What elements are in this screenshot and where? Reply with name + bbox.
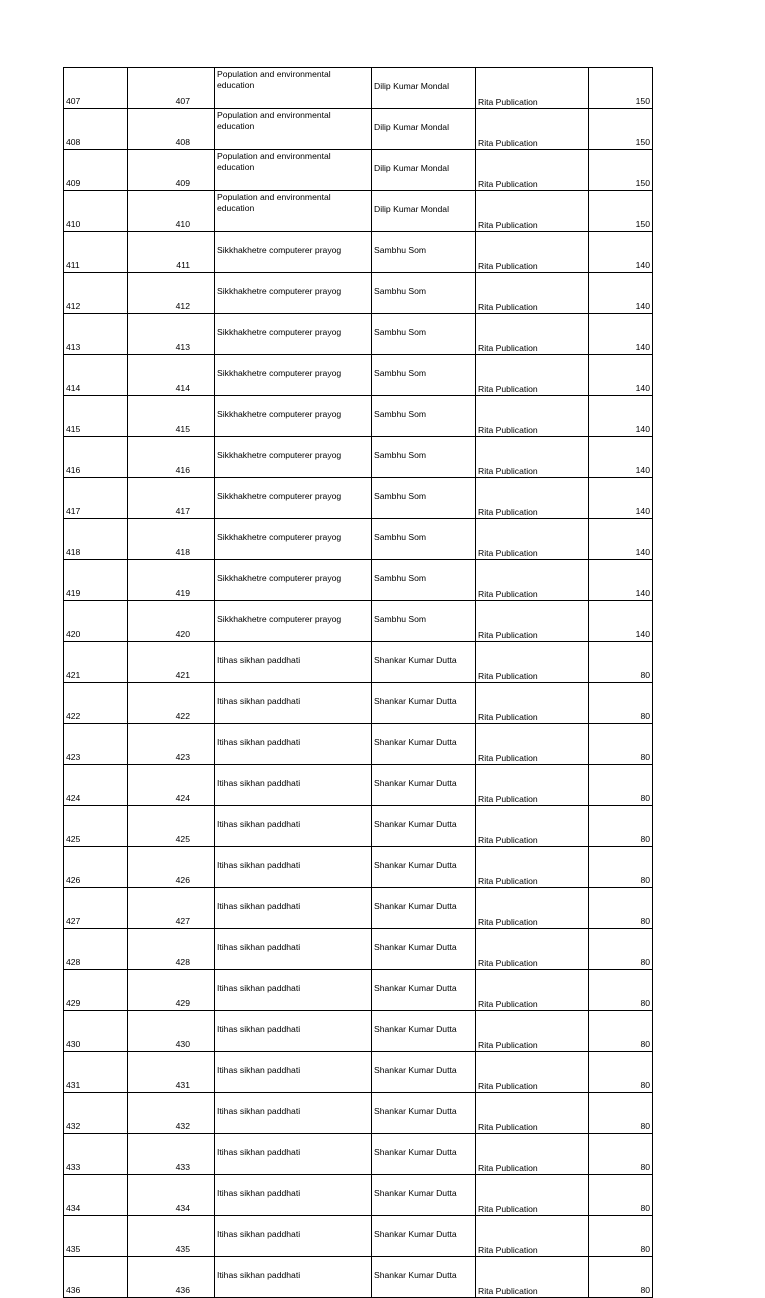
author-cell: Sambhu Som bbox=[372, 519, 476, 560]
price-cell: 150 bbox=[589, 150, 653, 191]
table-row bbox=[64, 1052, 653, 1093]
accession-number-cell: 435 bbox=[128, 1216, 215, 1257]
book-title-cell: Itihas sikhan paddhati bbox=[215, 1052, 372, 1093]
accession-number-cell: 412 bbox=[128, 273, 215, 314]
price-cell: 80 bbox=[589, 1257, 653, 1298]
table-row bbox=[64, 724, 653, 765]
table-row bbox=[64, 847, 653, 888]
author-cell: Dilip Kumar Mondal bbox=[372, 150, 476, 191]
publisher-cell: Rita Publication bbox=[476, 929, 589, 970]
table-row bbox=[64, 888, 653, 929]
publisher-cell: Rita Publication bbox=[476, 1093, 589, 1134]
table-row bbox=[64, 806, 653, 847]
book-title-cell: Itihas sikhan paddhati bbox=[215, 847, 372, 888]
table-row bbox=[64, 970, 653, 1011]
book-title-cell: Itihas sikhan paddhati bbox=[215, 929, 372, 970]
price-cell: 140 bbox=[589, 437, 653, 478]
serial-number-cell: 420 bbox=[64, 601, 128, 642]
author-cell: Shankar Kumar Dutta bbox=[372, 683, 476, 724]
serial-number-cell: 433 bbox=[64, 1134, 128, 1175]
accession-number-cell: 436 bbox=[128, 1257, 215, 1298]
serial-number-cell: 434 bbox=[64, 1175, 128, 1216]
price-cell: 80 bbox=[589, 929, 653, 970]
table-row bbox=[64, 1216, 653, 1257]
table-row bbox=[64, 1175, 653, 1216]
author-cell: Shankar Kumar Dutta bbox=[372, 929, 476, 970]
serial-number-cell: 416 bbox=[64, 437, 128, 478]
publisher-cell: Rita Publication bbox=[476, 765, 589, 806]
book-title-cell: Population and environmental education bbox=[215, 191, 372, 232]
serial-number-cell: 424 bbox=[64, 765, 128, 806]
book-title-cell: Sikkhakhetre computerer prayog bbox=[215, 560, 372, 601]
author-cell: Shankar Kumar Dutta bbox=[372, 1093, 476, 1134]
serial-number-cell: 410 bbox=[64, 191, 128, 232]
publisher-cell: Rita Publication bbox=[476, 68, 589, 109]
publisher-cell: Rita Publication bbox=[476, 601, 589, 642]
book-list-body bbox=[64, 68, 653, 1298]
price-cell: 80 bbox=[589, 683, 653, 724]
author-cell: Shankar Kumar Dutta bbox=[372, 1052, 476, 1093]
serial-number-cell: 421 bbox=[64, 642, 128, 683]
book-title-cell: Itihas sikhan paddhati bbox=[215, 806, 372, 847]
accession-number-cell: 431 bbox=[128, 1052, 215, 1093]
price-cell: 150 bbox=[589, 191, 653, 232]
accession-number-cell: 430 bbox=[128, 1011, 215, 1052]
author-cell: Shankar Kumar Dutta bbox=[372, 847, 476, 888]
author-cell: Shankar Kumar Dutta bbox=[372, 1257, 476, 1298]
author-cell: Sambhu Som bbox=[372, 273, 476, 314]
price-cell: 140 bbox=[589, 355, 653, 396]
author-cell: Sambhu Som bbox=[372, 478, 476, 519]
author-cell: Shankar Kumar Dutta bbox=[372, 806, 476, 847]
publisher-cell: Rita Publication bbox=[476, 1257, 589, 1298]
book-title-cell: Itihas sikhan paddhati bbox=[215, 1216, 372, 1257]
price-cell: 140 bbox=[589, 560, 653, 601]
serial-number-cell: 426 bbox=[64, 847, 128, 888]
accession-number-cell: 407 bbox=[128, 68, 215, 109]
price-cell: 80 bbox=[589, 1216, 653, 1257]
book-title-cell: Itihas sikhan paddhati bbox=[215, 642, 372, 683]
book-title-cell: Sikkhakhetre computerer prayog bbox=[215, 273, 372, 314]
publisher-cell: Rita Publication bbox=[476, 519, 589, 560]
table-row bbox=[64, 232, 653, 273]
book-title-cell: Itihas sikhan paddhati bbox=[215, 970, 372, 1011]
table-row bbox=[64, 396, 653, 437]
author-cell: Sambhu Som bbox=[372, 396, 476, 437]
accession-number-cell: 422 bbox=[128, 683, 215, 724]
serial-number-cell: 432 bbox=[64, 1093, 128, 1134]
price-cell: 80 bbox=[589, 1134, 653, 1175]
author-cell: Shankar Kumar Dutta bbox=[372, 970, 476, 1011]
author-cell: Shankar Kumar Dutta bbox=[372, 888, 476, 929]
price-cell: 140 bbox=[589, 314, 653, 355]
price-cell: 80 bbox=[589, 1093, 653, 1134]
author-cell: Shankar Kumar Dutta bbox=[372, 724, 476, 765]
publisher-cell: Rita Publication bbox=[476, 683, 589, 724]
author-cell: Shankar Kumar Dutta bbox=[372, 1134, 476, 1175]
publisher-cell: Rita Publication bbox=[476, 1052, 589, 1093]
book-title-cell: Itihas sikhan paddhati bbox=[215, 1257, 372, 1298]
accession-number-cell: 420 bbox=[128, 601, 215, 642]
table-row bbox=[64, 1011, 653, 1052]
accession-number-cell: 417 bbox=[128, 478, 215, 519]
serial-number-cell: 407 bbox=[64, 68, 128, 109]
book-title-cell: Population and environmental education bbox=[215, 109, 372, 150]
price-cell: 150 bbox=[589, 68, 653, 109]
table-row bbox=[64, 519, 653, 560]
accession-number-cell: 409 bbox=[128, 150, 215, 191]
book-title-cell: Itihas sikhan paddhati bbox=[215, 1175, 372, 1216]
book-title-cell: Itihas sikhan paddhati bbox=[215, 765, 372, 806]
table-row bbox=[64, 355, 653, 396]
publisher-cell: Rita Publication bbox=[476, 355, 589, 396]
book-title-cell: Sikkhakhetre computerer prayog bbox=[215, 396, 372, 437]
publisher-cell: Rita Publication bbox=[476, 1175, 589, 1216]
book-title-cell: Sikkhakhetre computerer prayog bbox=[215, 437, 372, 478]
serial-number-cell: 429 bbox=[64, 970, 128, 1011]
serial-number-cell: 435 bbox=[64, 1216, 128, 1257]
price-cell: 150 bbox=[589, 109, 653, 150]
accession-number-cell: 433 bbox=[128, 1134, 215, 1175]
accession-number-cell: 423 bbox=[128, 724, 215, 765]
book-title-cell: Sikkhakhetre computerer prayog bbox=[215, 478, 372, 519]
accession-number-cell: 411 bbox=[128, 232, 215, 273]
price-cell: 80 bbox=[589, 1052, 653, 1093]
table-row bbox=[64, 1134, 653, 1175]
publisher-cell: Rita Publication bbox=[476, 724, 589, 765]
accession-number-cell: 428 bbox=[128, 929, 215, 970]
price-cell: 80 bbox=[589, 1011, 653, 1052]
table-row bbox=[64, 68, 653, 109]
author-cell: Shankar Kumar Dutta bbox=[372, 1175, 476, 1216]
publisher-cell: Rita Publication bbox=[476, 109, 589, 150]
author-cell: Shankar Kumar Dutta bbox=[372, 1011, 476, 1052]
table-row bbox=[64, 765, 653, 806]
table-row bbox=[64, 109, 653, 150]
publisher-cell: Rita Publication bbox=[476, 806, 589, 847]
serial-number-cell: 409 bbox=[64, 150, 128, 191]
book-title-cell: Itihas sikhan paddhati bbox=[215, 724, 372, 765]
table-row bbox=[64, 273, 653, 314]
publisher-cell: Rita Publication bbox=[476, 273, 589, 314]
serial-number-cell: 412 bbox=[64, 273, 128, 314]
accession-number-cell: 432 bbox=[128, 1093, 215, 1134]
author-cell: Sambhu Som bbox=[372, 314, 476, 355]
publisher-cell: Rita Publication bbox=[476, 437, 589, 478]
serial-number-cell: 430 bbox=[64, 1011, 128, 1052]
serial-number-cell: 408 bbox=[64, 109, 128, 150]
accession-number-cell: 415 bbox=[128, 396, 215, 437]
price-cell: 80 bbox=[589, 724, 653, 765]
table-row bbox=[64, 683, 653, 724]
accession-number-cell: 434 bbox=[128, 1175, 215, 1216]
author-cell: Dilip Kumar Mondal bbox=[372, 191, 476, 232]
book-title-cell: Itihas sikhan paddhati bbox=[215, 683, 372, 724]
serial-number-cell: 436 bbox=[64, 1257, 128, 1298]
accession-number-cell: 424 bbox=[128, 765, 215, 806]
publisher-cell: Rita Publication bbox=[476, 150, 589, 191]
accession-number-cell: 425 bbox=[128, 806, 215, 847]
price-cell: 80 bbox=[589, 642, 653, 683]
table-row bbox=[64, 191, 653, 232]
serial-number-cell: 419 bbox=[64, 560, 128, 601]
author-cell: Shankar Kumar Dutta bbox=[372, 642, 476, 683]
book-title-cell: Itihas sikhan paddhati bbox=[215, 1093, 372, 1134]
serial-number-cell: 417 bbox=[64, 478, 128, 519]
serial-number-cell: 422 bbox=[64, 683, 128, 724]
publisher-cell: Rita Publication bbox=[476, 478, 589, 519]
serial-number-cell: 413 bbox=[64, 314, 128, 355]
serial-number-cell: 431 bbox=[64, 1052, 128, 1093]
table-row bbox=[64, 642, 653, 683]
table-row bbox=[64, 929, 653, 970]
accession-number-cell: 429 bbox=[128, 970, 215, 1011]
table-row bbox=[64, 560, 653, 601]
serial-number-cell: 414 bbox=[64, 355, 128, 396]
price-cell: 140 bbox=[589, 232, 653, 273]
accession-number-cell: 419 bbox=[128, 560, 215, 601]
accession-number-cell: 427 bbox=[128, 888, 215, 929]
book-list-table bbox=[63, 67, 653, 1298]
accession-number-cell: 421 bbox=[128, 642, 215, 683]
author-cell: Shankar Kumar Dutta bbox=[372, 1216, 476, 1257]
publisher-cell: Rita Publication bbox=[476, 1216, 589, 1257]
table-row bbox=[64, 601, 653, 642]
publisher-cell: Rita Publication bbox=[476, 970, 589, 1011]
serial-number-cell: 425 bbox=[64, 806, 128, 847]
publisher-cell: Rita Publication bbox=[476, 1011, 589, 1052]
book-title-cell: Sikkhakhetre computerer prayog bbox=[215, 601, 372, 642]
publisher-cell: Rita Publication bbox=[476, 314, 589, 355]
author-cell: Shankar Kumar Dutta bbox=[372, 765, 476, 806]
book-title-cell: Sikkhakhetre computerer prayog bbox=[215, 519, 372, 560]
price-cell: 140 bbox=[589, 396, 653, 437]
accession-number-cell: 416 bbox=[128, 437, 215, 478]
price-cell: 80 bbox=[589, 847, 653, 888]
author-cell: Sambhu Som bbox=[372, 601, 476, 642]
publisher-cell: Rita Publication bbox=[476, 560, 589, 601]
price-cell: 80 bbox=[589, 1175, 653, 1216]
book-title-cell: Itihas sikhan paddhati bbox=[215, 1011, 372, 1052]
serial-number-cell: 418 bbox=[64, 519, 128, 560]
book-title-cell: Sikkhakhetre computerer prayog bbox=[215, 314, 372, 355]
serial-number-cell: 428 bbox=[64, 929, 128, 970]
author-cell: Sambhu Som bbox=[372, 232, 476, 273]
accession-number-cell: 414 bbox=[128, 355, 215, 396]
accession-number-cell: 410 bbox=[128, 191, 215, 232]
author-cell: Sambhu Som bbox=[372, 560, 476, 601]
price-cell: 80 bbox=[589, 806, 653, 847]
accession-number-cell: 418 bbox=[128, 519, 215, 560]
accession-number-cell: 413 bbox=[128, 314, 215, 355]
table-row bbox=[64, 314, 653, 355]
table-row bbox=[64, 1257, 653, 1298]
publisher-cell: Rita Publication bbox=[476, 396, 589, 437]
author-cell: Sambhu Som bbox=[372, 437, 476, 478]
publisher-cell: Rita Publication bbox=[476, 642, 589, 683]
book-title-cell: Population and environmental education bbox=[215, 150, 372, 191]
table-row bbox=[64, 1093, 653, 1134]
author-cell: Sambhu Som bbox=[372, 355, 476, 396]
book-title-cell: Sikkhakhetre computerer prayog bbox=[215, 355, 372, 396]
publisher-cell: Rita Publication bbox=[476, 1134, 589, 1175]
book-title-cell: Itihas sikhan paddhati bbox=[215, 1134, 372, 1175]
author-cell: Dilip Kumar Mondal bbox=[372, 109, 476, 150]
table-row bbox=[64, 437, 653, 478]
serial-number-cell: 411 bbox=[64, 232, 128, 273]
publisher-cell: Rita Publication bbox=[476, 847, 589, 888]
price-cell: 80 bbox=[589, 970, 653, 1011]
price-cell: 80 bbox=[589, 888, 653, 929]
serial-number-cell: 423 bbox=[64, 724, 128, 765]
serial-number-cell: 427 bbox=[64, 888, 128, 929]
publisher-cell: Rita Publication bbox=[476, 232, 589, 273]
book-title-cell: Itihas sikhan paddhati bbox=[215, 888, 372, 929]
serial-number-cell: 415 bbox=[64, 396, 128, 437]
price-cell: 140 bbox=[589, 478, 653, 519]
book-title-cell: Population and environmental education bbox=[215, 68, 372, 109]
price-cell: 140 bbox=[589, 519, 653, 560]
accession-number-cell: 426 bbox=[128, 847, 215, 888]
price-cell: 140 bbox=[589, 601, 653, 642]
table-row bbox=[64, 478, 653, 519]
author-cell: Dilip Kumar Mondal bbox=[372, 68, 476, 109]
publisher-cell: Rita Publication bbox=[476, 888, 589, 929]
price-cell: 80 bbox=[589, 765, 653, 806]
book-title-cell: Sikkhakhetre computerer prayog bbox=[215, 232, 372, 273]
table-row bbox=[64, 150, 653, 191]
publisher-cell: Rita Publication bbox=[476, 191, 589, 232]
accession-number-cell: 408 bbox=[128, 109, 215, 150]
price-cell: 140 bbox=[589, 273, 653, 314]
